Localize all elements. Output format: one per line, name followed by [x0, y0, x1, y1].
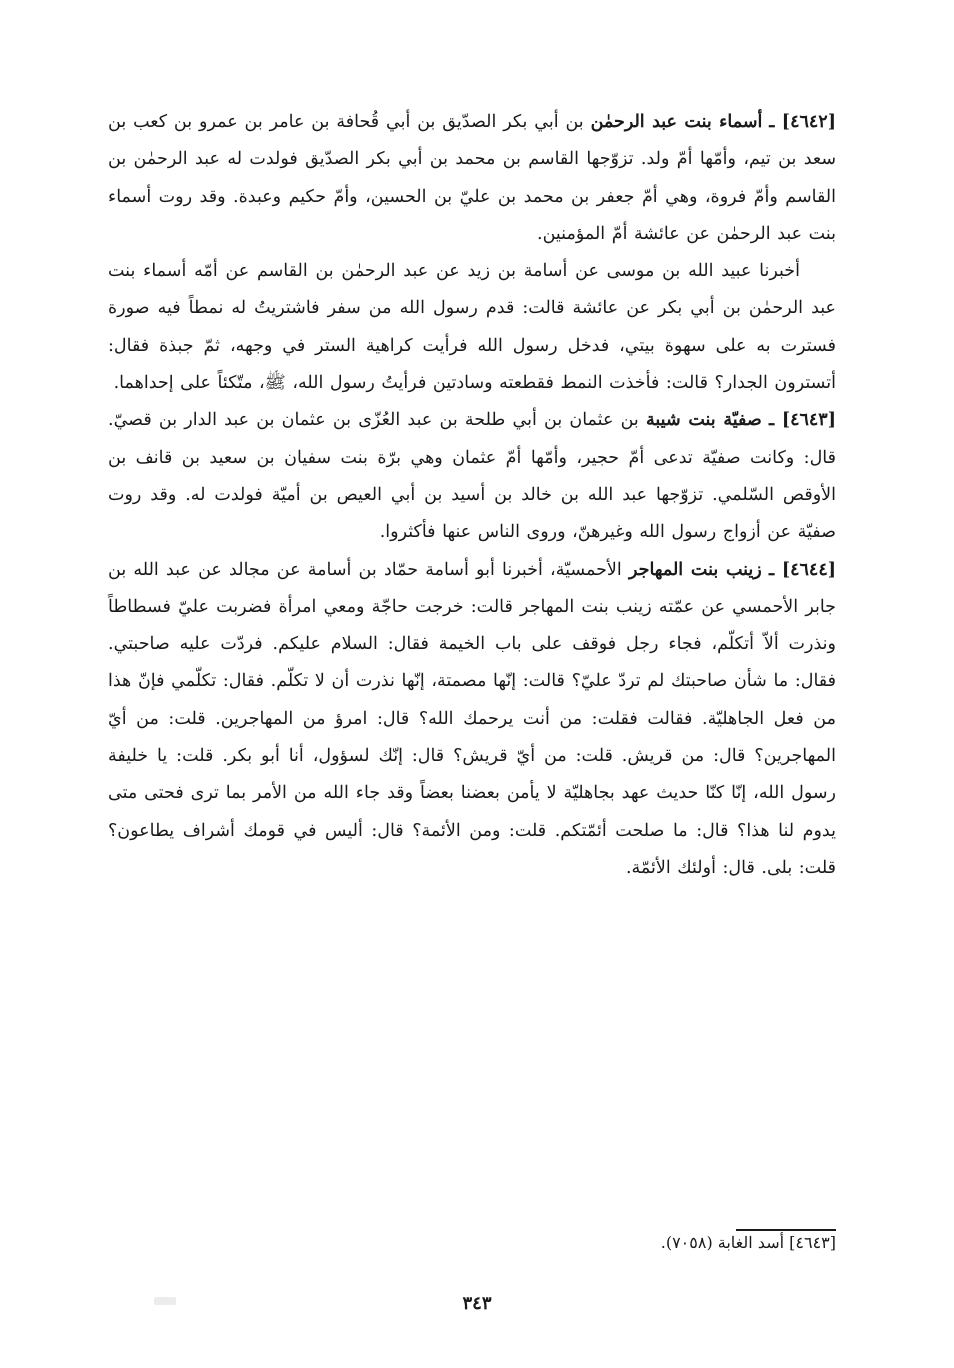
entry-text: بن عثمان بن أبي طلحة بن عبد العُزّى بن عثمان بن عبد الدار بن قصيّ. قال: وكانت صفيّة تدعى أمّ حجير، وأمّها أمّ عثمان وهي برّة بنت سفيان بن سعيد بن قانف بن الأوقص السّلمي. تزوّجها عبد الله بن خالد بن أسيد بن أبي العيص بن أميّة فولدت له. وقد روت صفيّة عن أزواج رسول الله وغيرهنّ، وروى الناس عنها فأكثروا.: [108, 410, 836, 543]
entry-number: [٤٦٤٤] ـ: [768, 559, 837, 580]
footnote: [٤٦٤٣] أسد الغابة (٧٠٥٨).: [660, 1233, 836, 1252]
entry-text: بن أبي بكر الصدّيق بن أبي قُحافة بن عامر بن عمرو بن كعب بن سعد بن تيم، وأمّها أمّ ولد. تزوّجها القاسم بن محمد بن أبي بكر الصدّيق فولدت له عبد الرحمٰن بن القاسم وأمّ فروة، وهي أمّ جعفر بن محمد بن عليّ بن الحسين، وأمّ حكيم وعبدة. وقد روت أسماء بنت عبد الرحمٰن عن عائشة أمّ المؤمنين.: [108, 112, 836, 244]
entry-name: زينب بنت المهاجر: [628, 559, 762, 580]
entry-name: صفيّة بنت شيبة: [646, 410, 762, 431]
entry-text: أخبرنا عبيد الله بن موسى عن أسامة بن زيد عن عبد الرحمٰن بن القاسم عن أمّه أسماء بنت عبد الرحمٰن بن أبي بكر عن عائشة قالت: قدم رسول الله من سفر فاشتريتُ له نمطاً فيه صورة فسترت به على سهوة بيتي، فدخل رسول الله فرأيت كراهية الستر في وجهه، ثمّ جبذة فقال: أتسترون الجدار؟ قالت: فأخذت النمط فقطعته وسادتين فرأيتُ رسول الله، ﷺ، متّكئاً على إحداهما.: [108, 261, 836, 394]
entry-number: [٤٦٤٢] ـ: [769, 112, 836, 132]
entry-4644: [108, 552, 836, 888]
entry-name: أسماء بنت عبد الرحمٰن: [590, 112, 763, 132]
entry-4642-hadith: [108, 253, 836, 402]
footnote-divider: [736, 1229, 836, 1231]
entry-4642: [108, 104, 836, 253]
entry-text: الأحمسيّة، أخبرنا أبو أسامة حمّاد بن أسامة عن مجالد عن عبد الله بن جابر الأحمسي عن عمّته زينب بنت المهاجر قالت: خرجت حاجّة ومعي امرأة فضربت عليّ فسطاطاً ونذرت ألاّ أتكلّم، فجاء رجل فوقف على باب الخيمة فقال: السلام عليكم. فردّت عليه صاحبتي. فقال: ما شأن صاحبتك لم تردّ عليّ؟ قالت: إنّها مصمتة، إنّها نذرت أن لا تكلّم. فقال: تكلّمي فإنّ هذا من فعل الجاهليّة. فقالت فقلت: من أنت يرحمك الله؟ قال: امرؤ من المهاجرين. قلت: من أيّ المهاجرين؟ قال: من قريش. قلت: من أيّ قريش؟ قال: إنّك لسؤول، أنا أبو بكر. قلت: يا خليفة رسول الله، إنّا كنّا حديث عهد بجاهليّة لا يأمن بعضنا بعضاً وقد جاء الله من الأمر بما ترى فحتى متى يدوم لنا هذا؟ قال: ما صلحت أئمّتكم. قلت: ومن الأئمة؟ قال: أليس في قومك أشراف يطاعون؟ قلت: بلى. قال: أولئك الأئمّة.: [108, 559, 836, 878]
page-number: ٣٤٣: [462, 1293, 492, 1314]
entry-4643: [108, 402, 836, 551]
page-body: [108, 104, 836, 887]
entry-number: [٤٦٤٣] ـ: [768, 410, 836, 431]
